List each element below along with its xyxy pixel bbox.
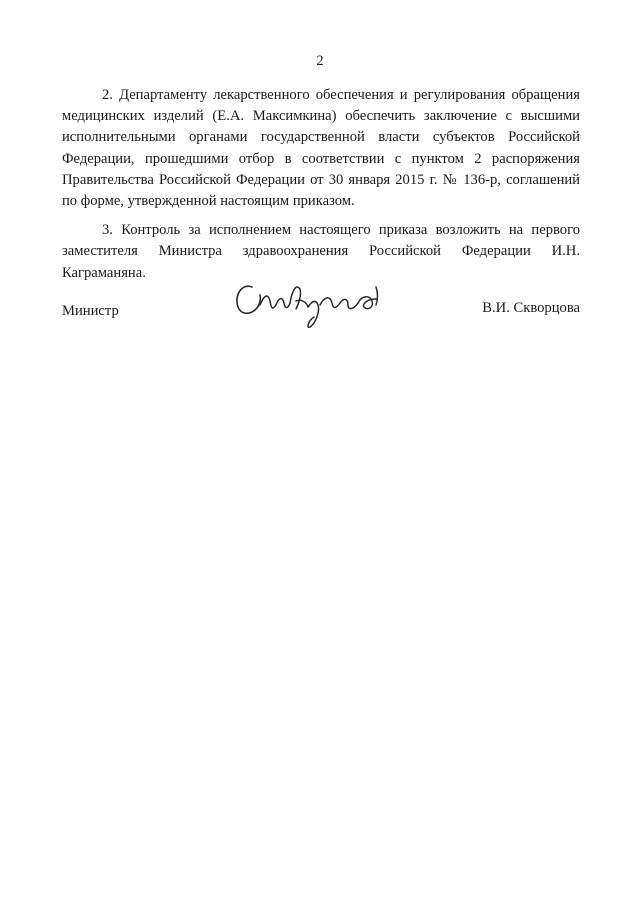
paragraph-2: 2. Департаменту лекарственного обеспечения и регулирования обращения медицинских изделий (Е.А. Максимкина) обеспечить заключение с высшими исполнительными органами государственной власти субъектов Российской Федерации, прошедшими отбор в соответствии с пунктом 2 распоряжения Правительства Российской Федерации от 30 января 2015 г. № 136-р, соглашений по форме, утвержденной настоящим приказом.	[62, 87, 580, 210]
signatory-name: В.И. Скворцова	[482, 300, 580, 316]
page-number: 2	[316, 53, 324, 69]
paragraph-3: 3. Контроль за исполнением настоящего приказа возложить на первого заместителя Министра здравоохранения Российской Федерации И.Н. Каграманяна.	[62, 222, 580, 281]
signature-block	[62, 265, 580, 345]
handwritten-signature-icon	[230, 265, 390, 337]
signatory-title: Министр	[62, 303, 119, 319]
document-body	[62, 85, 580, 292]
